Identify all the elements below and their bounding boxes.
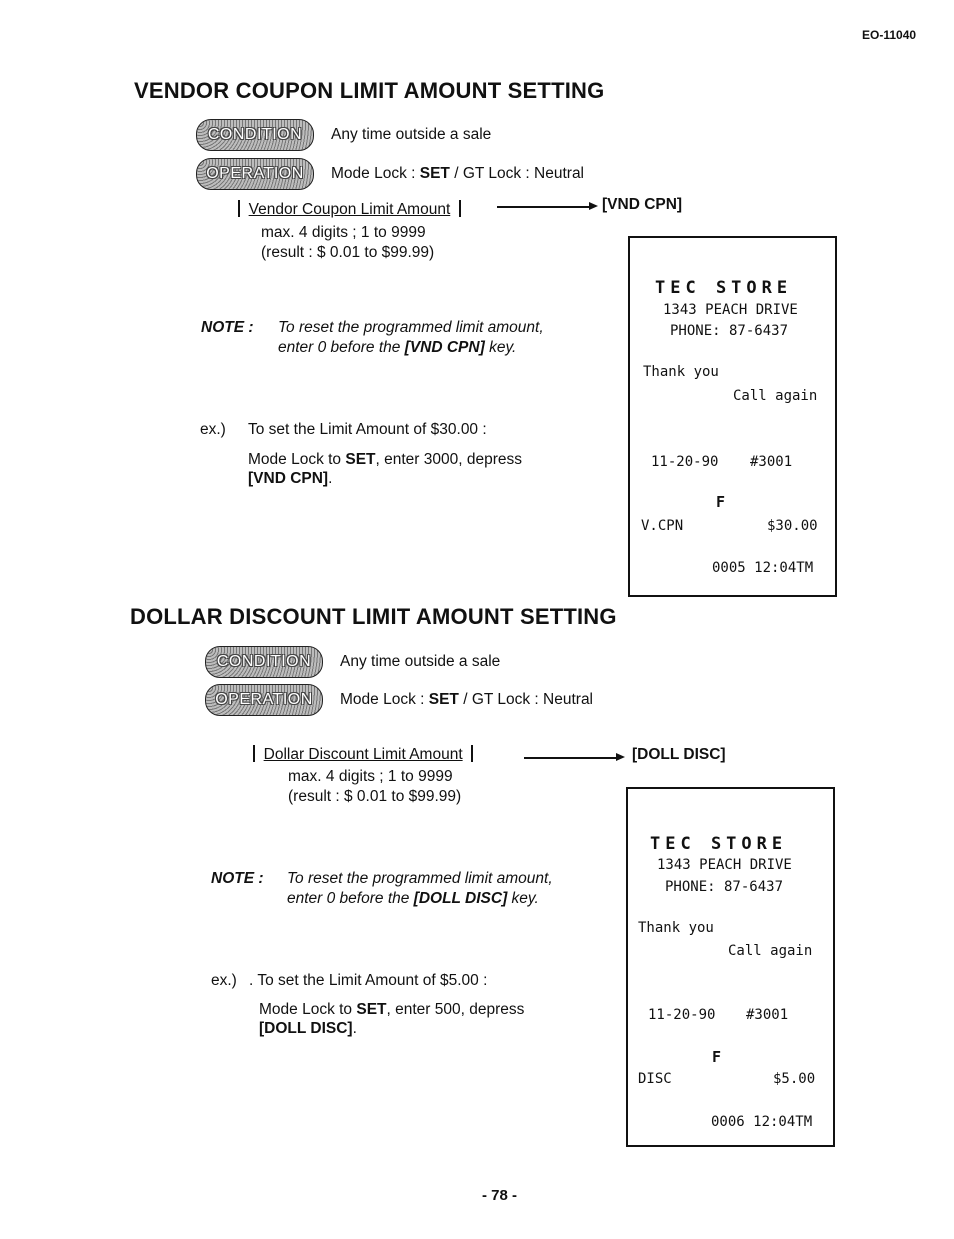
operation-mode-value: SET bbox=[419, 165, 450, 182]
receipt-mark: F bbox=[712, 1048, 722, 1066]
example-line-1: To set the Limit Amount of $30.00 : bbox=[248, 421, 487, 438]
note-key: [DOLL DISC] bbox=[413, 890, 508, 907]
example-key: [DOLL DISC] bbox=[259, 1020, 353, 1037]
receipt-store-name: TEC STORE bbox=[655, 278, 793, 298]
example-line-2 bbox=[259, 1001, 524, 1019]
operation-badge: OPERATION bbox=[205, 684, 323, 716]
input-bracket-right bbox=[471, 745, 473, 762]
receipt-address: 1343 PEACH DRIVE bbox=[657, 857, 792, 873]
input-result: (result : $ 0.01 to $99.99) bbox=[261, 244, 435, 261]
example-line-3-suffix: . bbox=[352, 1020, 357, 1037]
arrow-right-icon bbox=[589, 202, 598, 210]
receipt-address: 1343 PEACH DRIVE bbox=[663, 302, 798, 318]
note-key: [VND CPN] bbox=[404, 339, 485, 356]
example-line-2-suffix: , enter 500, depress bbox=[386, 1001, 525, 1018]
input-label: Dollar Discount Limit Amount bbox=[263, 746, 463, 763]
receipt-item: V.CPN bbox=[641, 518, 684, 534]
example-mode-value: SET bbox=[345, 451, 376, 468]
receipt-register: #3001 bbox=[750, 454, 793, 470]
note-line-2 bbox=[278, 339, 516, 357]
input-label: Vendor Coupon Limit Amount bbox=[248, 201, 451, 218]
receipt-footer: 0006 12:04TM bbox=[711, 1114, 813, 1130]
note-line-2-suffix: key. bbox=[507, 890, 539, 907]
note-line-2-prefix: enter 0 before the bbox=[278, 339, 405, 356]
receipt-register: #3001 bbox=[746, 1007, 789, 1023]
operation-text-prefix: Mode Lock : bbox=[340, 691, 429, 708]
receipt-date: 11-20-90 bbox=[648, 1007, 716, 1023]
input-range: max. 4 digits ; 1 to 9999 bbox=[261, 224, 426, 241]
note-label: NOTE : bbox=[211, 870, 264, 887]
operation-text-suffix: / GT Lock : Neutral bbox=[458, 691, 594, 708]
section-title-dollar-discount: DOLLAR DISCOUNT LIMIT AMOUNT SETTING bbox=[130, 604, 617, 629]
operation-text-suffix: / GT Lock : Neutral bbox=[449, 165, 585, 182]
receipt-date: 11-20-90 bbox=[651, 454, 719, 470]
input-bracket-right bbox=[459, 200, 461, 217]
note-line-2-prefix: enter 0 before the bbox=[287, 890, 414, 907]
operation-text-prefix: Mode Lock : bbox=[331, 165, 420, 182]
example-label: ex.) bbox=[200, 421, 226, 438]
note-line-1: To reset the programmed limit amount, bbox=[278, 319, 544, 336]
example-mode-value: SET bbox=[356, 1001, 387, 1018]
example-label: ex.) bbox=[211, 972, 237, 989]
input-bracket-left bbox=[238, 200, 240, 217]
operation-mode-value: SET bbox=[428, 691, 459, 708]
receipt-phone: PHONE: 87-6437 bbox=[670, 323, 789, 339]
arrow-right-icon bbox=[616, 753, 625, 761]
page-number: - 78 - bbox=[482, 1187, 518, 1204]
example-line-2-suffix: , enter 3000, depress bbox=[375, 451, 523, 468]
condition-text: Any time outside a sale bbox=[340, 653, 501, 670]
arrow-line bbox=[497, 206, 589, 208]
operation-text bbox=[331, 165, 584, 183]
section-title-vendor-coupon: VENDOR COUPON LIMIT AMOUNT SETTING bbox=[134, 78, 605, 103]
example-line-2-prefix: Mode Lock to bbox=[259, 1001, 357, 1018]
input-label-box bbox=[238, 200, 461, 219]
receipt-phone: PHONE: 87-6437 bbox=[665, 879, 784, 895]
arrow-line bbox=[524, 757, 616, 759]
receipt-mark: F bbox=[716, 493, 726, 511]
example-line-1: . To set the Limit Amount of $5.00 : bbox=[249, 972, 488, 989]
note-line-1: To reset the programmed limit amount, bbox=[287, 870, 553, 887]
note-label: NOTE : bbox=[201, 319, 254, 336]
receipt-item: DISC bbox=[638, 1071, 672, 1087]
receipt-vendor-coupon bbox=[628, 236, 837, 597]
example-key: [VND CPN] bbox=[248, 470, 329, 487]
note-line-2 bbox=[287, 890, 539, 908]
operation-text bbox=[340, 691, 593, 709]
example-line-3 bbox=[248, 470, 332, 488]
receipt-store-name: TEC STORE bbox=[650, 834, 788, 854]
input-label-box bbox=[253, 745, 473, 764]
condition-text: Any time outside a sale bbox=[331, 126, 492, 143]
example-line-2 bbox=[248, 451, 522, 469]
key-label: [VND CPN] bbox=[602, 196, 683, 213]
example-line-2-prefix: Mode Lock to bbox=[248, 451, 346, 468]
receipt-again: Call again bbox=[728, 943, 813, 959]
example-line-3-suffix: . bbox=[328, 470, 333, 487]
receipt-dollar-discount bbox=[626, 787, 835, 1147]
condition-badge: CONDITION bbox=[196, 119, 314, 151]
input-bracket-left bbox=[253, 745, 255, 762]
receipt-again: Call again bbox=[733, 388, 818, 404]
receipt-amount: $30.00 bbox=[767, 518, 818, 534]
example-line-3 bbox=[259, 1020, 357, 1038]
input-range: max. 4 digits ; 1 to 9999 bbox=[288, 768, 453, 785]
condition-badge: CONDITION bbox=[205, 646, 323, 678]
receipt-amount: $5.00 bbox=[773, 1071, 816, 1087]
receipt-thanks: Thank you bbox=[643, 364, 719, 380]
input-result: (result : $ 0.01 to $99.99) bbox=[288, 788, 462, 805]
receipt-footer: 0005 12:04TM bbox=[712, 560, 814, 576]
note-line-2-suffix: key. bbox=[484, 339, 517, 356]
operation-badge: OPERATION bbox=[196, 158, 314, 190]
key-label: [DOLL DISC] bbox=[632, 746, 726, 763]
receipt-thanks: Thank you bbox=[638, 920, 714, 936]
document-id: EO-11040 bbox=[862, 28, 917, 42]
